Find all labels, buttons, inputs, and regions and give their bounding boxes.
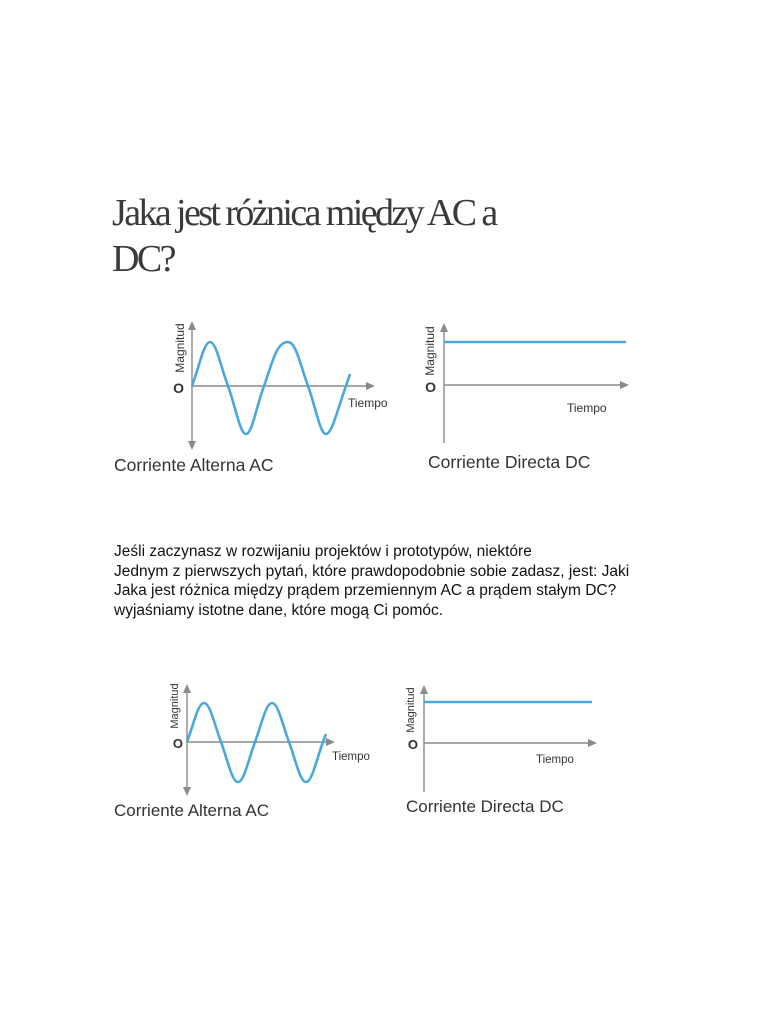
ac-origin-label: O <box>172 736 183 751</box>
dc-x-arrow <box>620 381 629 389</box>
ac-y-arrow <box>188 321 196 330</box>
ac-x-label: Tiempo <box>332 751 370 763</box>
dc-x-arrow <box>588 739 597 747</box>
dc-graph <box>423 323 629 472</box>
paragraph-line: Jaka jest różnica między prądem przemiennym AC a prądem stałym DC? <box>114 582 617 599</box>
ac-caption: Corriente Alterna AC <box>114 455 274 475</box>
dc-caption: Corriente Directa DC <box>406 797 564 816</box>
dc-caption: Corriente Directa DC <box>428 452 591 472</box>
dc-origin-label: O <box>425 379 436 395</box>
ac-y-arrow-down <box>188 441 196 450</box>
ac-graph <box>114 321 388 475</box>
ac-dc-diagram-1 <box>112 288 656 500</box>
ac-graph <box>114 683 370 820</box>
ac-x-arrow <box>326 738 335 746</box>
paragraph-line: Jeśli zaczynasz w rozwijaniu projektów i prototypów, niektóre <box>114 543 532 560</box>
title-line-2: DC? <box>112 238 174 280</box>
dc-graph <box>405 685 597 816</box>
intro-paragraph <box>114 542 674 620</box>
dc-origin-label: O <box>407 737 418 752</box>
ac-dc-figure-2 <box>112 656 620 840</box>
ac-y-arrow <box>183 684 191 693</box>
dc-y-label: Magnitud <box>405 687 417 733</box>
dc-x-label: Tiempo <box>536 754 574 766</box>
dc-y-arrow <box>420 685 428 694</box>
ac-dc-diagram-2 <box>112 656 620 840</box>
dc-x-label: Tiempo <box>567 401 607 415</box>
ac-y-label: Magnitud <box>169 683 181 729</box>
page-title <box>112 190 532 282</box>
paragraph-line: wyjaśniamy istotne dane, które mogą Ci pomóc. <box>114 601 444 619</box>
title-line-1: Jaka jest różnica między AC a <box>112 192 496 234</box>
dc-y-label: Magnitud <box>423 326 437 376</box>
ac-y-arrow-down <box>183 787 191 796</box>
ac-sine-wave <box>192 342 350 434</box>
ac-x-arrow <box>366 382 375 390</box>
ac-y-label: Magnitud <box>173 323 187 373</box>
ac-origin-label: O <box>173 380 184 396</box>
ac-dc-figure-1 <box>112 288 656 500</box>
ac-x-label: Tiempo <box>348 396 388 410</box>
ac-caption: Corriente Alterna AC <box>114 801 269 820</box>
paragraph-line: Jednym z pierwszych pytań, które prawdopodobnie sobie zadasz, jest: Jaki <box>114 562 630 580</box>
dc-y-arrow <box>440 323 448 332</box>
